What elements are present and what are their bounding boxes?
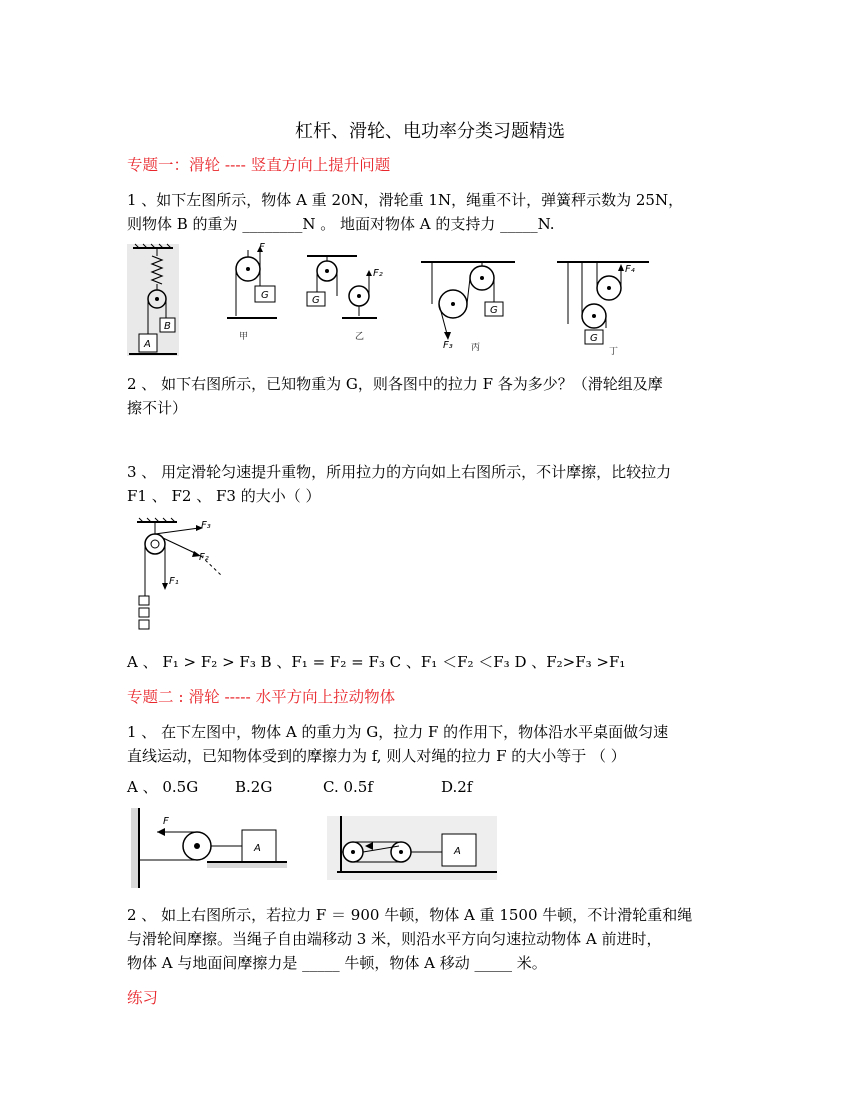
fig-jia-f-label: F [259, 242, 265, 253]
horizontal-right-a-label: A [454, 846, 461, 857]
s1-q3-line2: F1 、 F2 、 F3 的大小（ ） [127, 487, 321, 505]
option-a: A 、 0.5G [127, 778, 199, 796]
f3-label: F₃ [201, 520, 211, 531]
caption-bing: 丙 [471, 343, 481, 353]
s1-q1-line2: 则物体 B 的重为 ________N 。 地面对物体 A 的支持力 _____N. [127, 215, 555, 233]
s1-q2-line1: 2 、 如下右图所示，已知物重为 G，则各图中的拉力 F 各为多少？（滑轮组及摩 [127, 375, 663, 393]
fig-ding-f-label: F₄ [625, 264, 635, 275]
fig-bing-f-label: F₃ [443, 340, 453, 351]
horizontal-pulley-figures [127, 806, 507, 892]
caption-jia: 甲 [239, 332, 249, 342]
option-c: C. 0.5f [323, 778, 373, 796]
s2-q1-line1: 1 、 在下左图中，物体 A 的重力为 G，拉力 F 的作用下，物体沿水平桌面做匀速 [127, 723, 669, 741]
pulley-figure-ding [557, 262, 649, 357]
horizontal-right-figure [327, 816, 497, 880]
s2-q2-line1: 2 、 如上右图所示，若拉力 F ＝ 900 牛顿，物体 A 重 1500 牛顿，不计滑轮重和绳 [127, 906, 693, 924]
fig-jia-g-label: G [261, 290, 269, 301]
caption-yi: 乙 [355, 332, 365, 342]
horizontal-left-figure [131, 808, 287, 888]
fig-bing-g-label: G [490, 305, 498, 316]
horizontal-left-f-label: F [163, 816, 169, 827]
block-b-label: B [164, 321, 171, 332]
pulley-figure-jia [227, 242, 277, 342]
section-heading-3: 练习 [127, 989, 159, 1007]
horizontal-left-a-label: A [254, 843, 261, 854]
f2-label: F₂ [199, 552, 209, 563]
fig-yi-f-label: F₂ [373, 268, 383, 279]
option-d: D.2f [441, 778, 473, 796]
section-heading-2: 专题二 : 滑轮 ----- 水平方向上拉动物体 [127, 688, 396, 706]
fig-yi-g-label: G [312, 295, 320, 306]
pulley-figures-row [127, 244, 657, 362]
s1-q1-line1: 1 、如下左图所示，物体 A 重 20N，滑轮重 1N，绳重不计，弹簧秤示数为 25N， [127, 191, 684, 209]
s2-q1-line2: 直线运动，已知物体受到的摩擦力为 f, 则人对绳的拉力 F 的大小等于 （ ） [127, 747, 626, 765]
spring-scale-figure [127, 244, 179, 356]
section-heading-1: 专题一：滑轮 ---- 竖直方向上提升问题 [127, 156, 391, 174]
block-a-label: A [144, 339, 151, 350]
fixed-pulley-figure [127, 516, 237, 636]
f1-label: F₁ [169, 576, 179, 587]
s1-q2-line2: 擦不计） [127, 399, 188, 417]
s1-q3-line1: 3 、 用定滑轮匀速提升重物，所用拉力的方向如上右图所示，不计摩擦，比较拉力 [127, 463, 672, 481]
pulley-figure-bing [421, 262, 515, 353]
s2-q2-line2: 与滑轮间摩擦。当绳子自由端移动 3 米，则沿水平方向匀速拉动物体 A 前进时， [127, 930, 662, 948]
option-b: B.2G [235, 778, 273, 796]
pulley-figure-yi [307, 256, 383, 342]
caption-ding: 丁 [609, 347, 619, 357]
s1-q3-options: A 、 F₁ > F₂ > F₃ B 、F₁ = F₂ = F₃ C 、F₁ ＜F₂ ＜F₃ D 、F₂>F₃ >F₁ [127, 653, 626, 671]
s2-q1-options [127, 776, 472, 797]
page-title: 杠杆、滑轮、电功率分类习题精选 [295, 121, 565, 142]
s2-q2-line3: 物体 A 与地面间摩擦力是 _____ 牛顿，物体 A 移动 _____ 米。 [127, 954, 547, 972]
fig-ding-g-label: G [590, 333, 598, 344]
